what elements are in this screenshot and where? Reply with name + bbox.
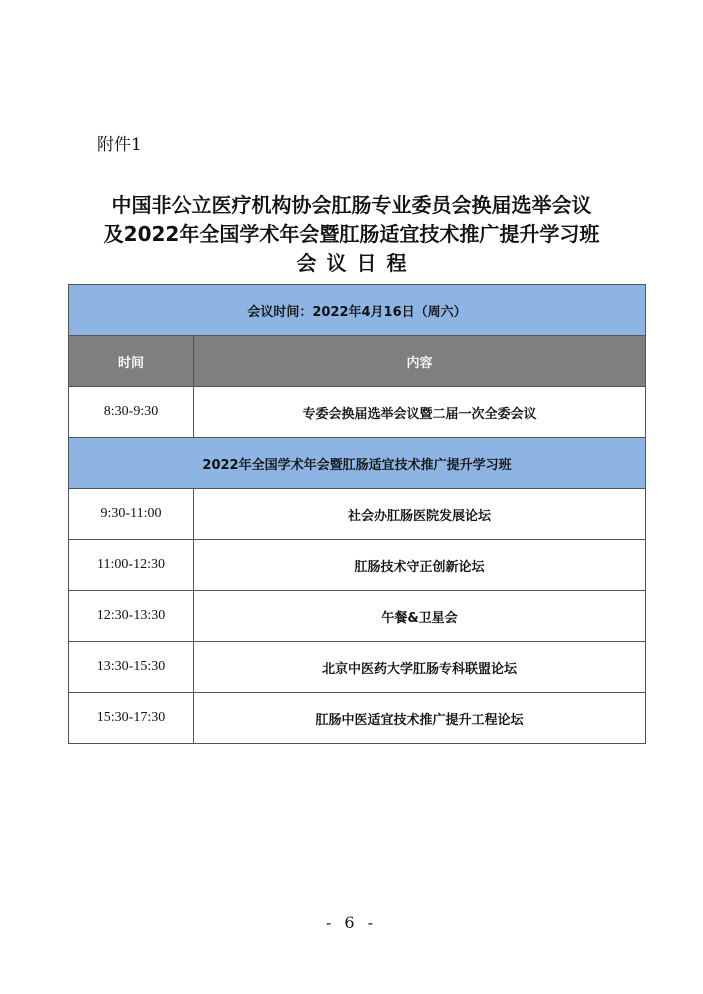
content-cell: 肛肠中医适宜技术推广提升工程论坛 [194,693,646,744]
meeting-time-cell: 会议时间：2022年4月16日（周六） [69,285,646,336]
table-row [69,540,646,591]
content-cell: 午餐&卫星会 [194,591,646,642]
content-cell: 社会办肛肠医院发展论坛 [194,489,646,540]
time-cell: 11:00-12:30 [69,540,194,591]
table-row [69,489,646,540]
table-row [69,693,646,744]
time-cell: 15:30-17:30 [69,693,194,744]
page-number: - 6 - [325,913,378,932]
document-title-line-2: 及2022年全国学术年会暨肛肠适宜技术推广提升学习班 [103,222,600,246]
content-cell: 北京中医药大学肛肠专科联盟论坛 [194,642,646,693]
time-cell: 8:30-9:30 [69,387,194,438]
table-row [69,642,646,693]
meeting-time-row [69,285,646,336]
document-title-line-3: 会议日程 [296,251,417,275]
document-title-line-1: 中国非公立医疗机构协会肛肠专业委员会换届选举会议 [111,193,592,217]
section-title-cell: 2022年全国学术年会暨肛肠适宜技术推广提升学习班 [69,438,646,489]
table-row [69,387,646,438]
schedule-table [68,284,646,744]
time-cell: 9:30-11:00 [69,489,194,540]
attachment-label: 附件1 [97,135,142,155]
table-row [69,591,646,642]
content-cell: 专委会换届选举会议暨二届一次全委会议 [194,387,646,438]
content-cell: 肛肠技术守正创新论坛 [194,540,646,591]
header-time-cell: 时间 [69,336,194,387]
table-header-row [69,336,646,387]
time-cell: 13:30-15:30 [69,642,194,693]
time-cell: 12:30-13:30 [69,591,194,642]
section-title-row [69,438,646,489]
header-content-cell: 内容 [194,336,646,387]
